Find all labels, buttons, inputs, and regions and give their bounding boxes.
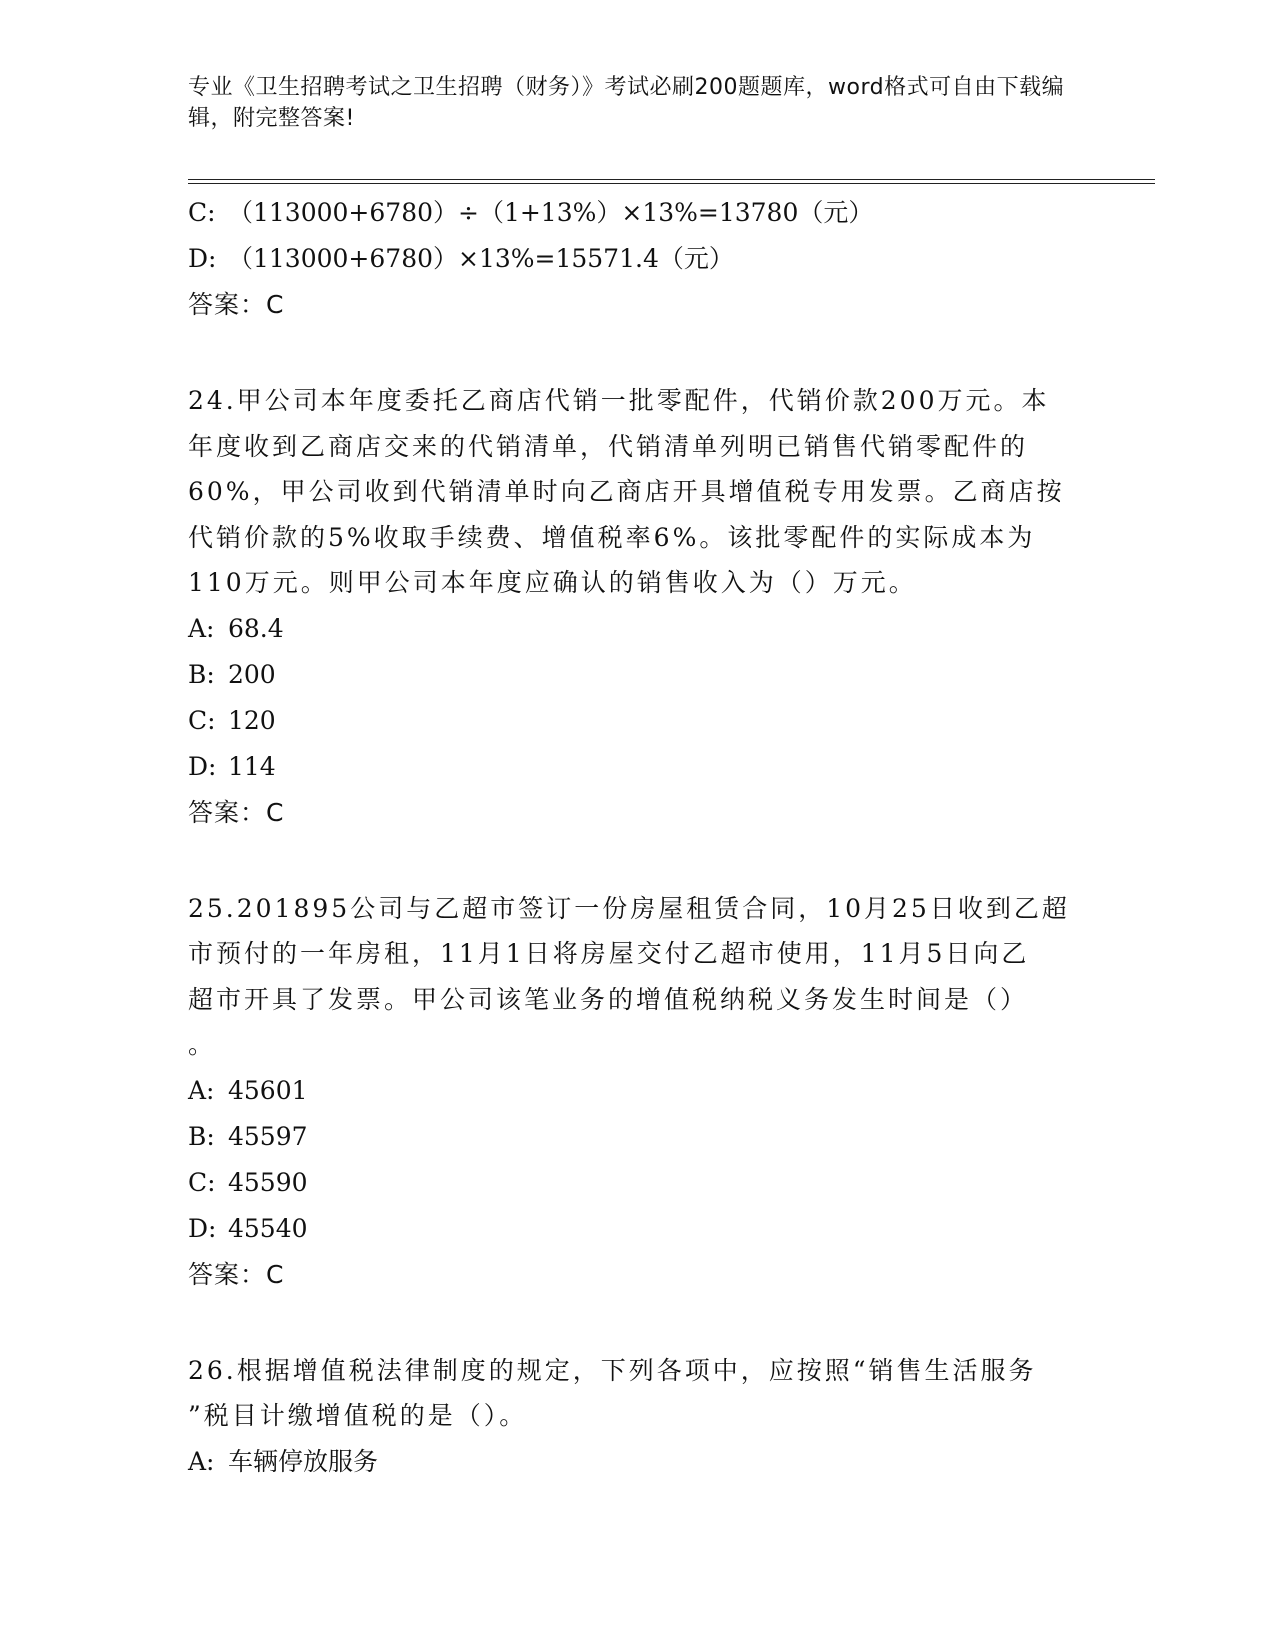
option-d: D: 114: [188, 751, 276, 781]
option-a: A: 68.4: [188, 613, 284, 643]
option-c: C: （113000+6780）÷（1+13%）×13%=13780（元）: [188, 198, 874, 227]
question-text: 25.201895公司与乙超市签订一份房屋租赁合同，10月25日收到乙超 市预付的一年房租，11月1日将房屋交付乙超市使用，11月5日向乙 超市开具了发票。甲公司该笔业务的增值税纳税义务发生时间是（） 。: [188, 893, 1070, 1059]
option-d: D: （113000+6780）×13%=15571.4（元）: [188, 244, 734, 273]
question-23: [188, 190, 1088, 328]
option-b: B: 45597: [188, 1121, 308, 1151]
document-body: [188, 190, 1088, 1485]
option-b: B: 200: [188, 659, 276, 689]
answer: 答案：C: [188, 797, 285, 827]
document-header: 专业《卫生招聘考试之卫生招聘（财务）》考试必刷200题题库，word格式可自由下载编辑，附完整答案!: [188, 75, 1065, 131]
header-divider-bottom: [188, 183, 1155, 184]
question-25: [188, 886, 1088, 1298]
option-a: A: 45601: [188, 1075, 308, 1105]
question-text: 24.甲公司本年度委托乙商店代销一批零配件，代销价款200万元。本 年度收到乙商店交来的代销清单，代销清单列明已销售代销零配件的 60%，甲公司收到代销清单时向乙商店开具增值税专用发票。乙商店按 代销价款的5%收取手续费、增值税率6%。该批零配件的实际成本为 110万元。则甲公司本年度应确认的销售收入为（）万元。: [188, 386, 1065, 597]
question-26: [188, 1348, 1088, 1485]
option-c: C: 45590: [188, 1167, 308, 1197]
question-24: [188, 378, 1088, 836]
answer: 答案：C: [188, 290, 285, 319]
header-divider-top: [188, 179, 1155, 180]
answer: 答案：C: [188, 1259, 285, 1289]
option-c: C: 120: [188, 705, 276, 735]
option-a: A: 车辆停放服务: [188, 1446, 379, 1476]
option-d: D: 45540: [188, 1213, 308, 1243]
question-text: 26.根据增值税法律制度的规定，下列各项中，应按照“销售生活服务 ”税目计缴增值税的是（）。: [188, 1355, 1037, 1430]
